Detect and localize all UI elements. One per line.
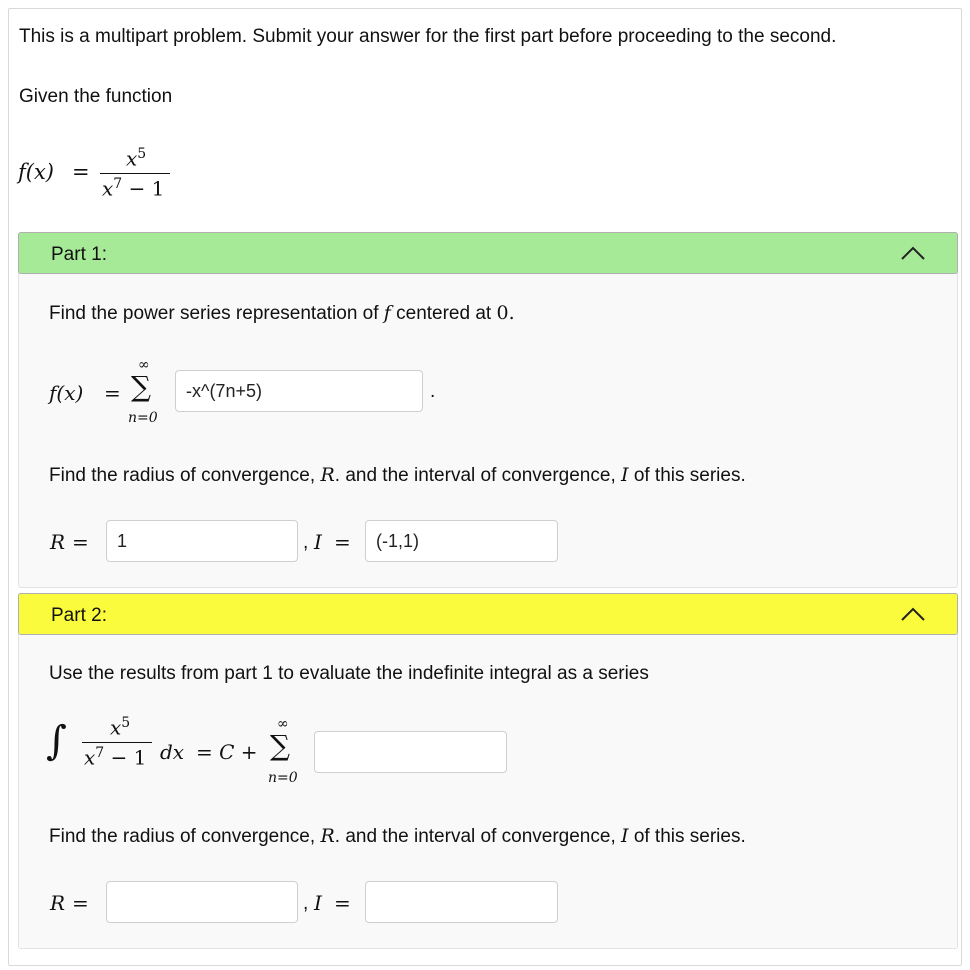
R-equals: = bbox=[72, 891, 89, 915]
interval-input[interactable] bbox=[365, 520, 558, 562]
function-numerator: $x^5$ bbox=[126, 146, 147, 171]
part1-title: Part 1: bbox=[51, 244, 107, 265]
sigma-top: ∞ bbox=[138, 357, 150, 373]
I-equals: = bbox=[334, 891, 351, 915]
fraction-bar bbox=[100, 173, 170, 174]
sigma-top: ∞ bbox=[277, 716, 289, 732]
I-equals: = bbox=[334, 530, 351, 554]
chevron-up-icon[interactable] bbox=[901, 246, 925, 260]
function-denominator: $x^7 - 1$ bbox=[102, 176, 165, 201]
integral-icon: ∫ bbox=[46, 718, 67, 764]
interval-separator: , bbox=[303, 893, 309, 914]
part1-instruction: Find the power series representation of f centered at 0. bbox=[49, 302, 515, 324]
integral-series-input[interactable] bbox=[314, 731, 507, 773]
dx-label: dx bbox=[160, 740, 185, 764]
interval-separator: , bbox=[303, 532, 309, 553]
part1-radius-instruction: Find the radius of convergence, R. and the interval of convergence, I of this series. bbox=[49, 464, 746, 486]
part2-header[interactable] bbox=[18, 593, 958, 635]
interval-input[interactable] bbox=[365, 881, 558, 923]
R-label: R bbox=[50, 530, 66, 554]
sigma-bottom: n=0 bbox=[268, 770, 298, 786]
integral-fraction-bar bbox=[82, 742, 152, 743]
series-period: . bbox=[430, 381, 436, 402]
radius-input[interactable] bbox=[106, 881, 298, 923]
series-answer-input[interactable] bbox=[175, 370, 423, 412]
integral-denominator: $x^7 - 1$ bbox=[84, 745, 147, 770]
part2-instruction: Use the results from part 1 to evaluate the indefinite integral as a series bbox=[49, 663, 649, 684]
function-equals: = bbox=[72, 160, 90, 184]
intro-text: This is a multipart problem. Submit your answer for the first part before proceeding to the second. bbox=[19, 26, 837, 47]
series-lhs: f(x) bbox=[49, 381, 84, 405]
series-equals: = bbox=[104, 381, 121, 405]
integral-numerator: $x^5$ bbox=[110, 715, 131, 740]
sigma-icon: ∑ bbox=[270, 729, 290, 762]
sigma-bottom: n=0 bbox=[128, 410, 158, 426]
part2-radius-instruction: Find the radius of convergence, R. and the interval of convergence, I of this series. bbox=[49, 825, 746, 847]
R-equals: = bbox=[72, 530, 89, 554]
radius-input[interactable] bbox=[106, 520, 298, 562]
constant-C: = C + bbox=[196, 740, 258, 764]
given-text: Given the function bbox=[19, 86, 173, 107]
I-label: I bbox=[314, 530, 322, 554]
part1-header[interactable] bbox=[18, 232, 958, 274]
I-label: I bbox=[314, 891, 322, 915]
function-lhs: f(x) bbox=[18, 160, 55, 184]
chevron-up-icon[interactable] bbox=[901, 607, 925, 621]
part2-title: Part 2: bbox=[51, 605, 107, 626]
sigma-icon: ∑ bbox=[131, 370, 151, 403]
R-label: R bbox=[50, 891, 66, 915]
